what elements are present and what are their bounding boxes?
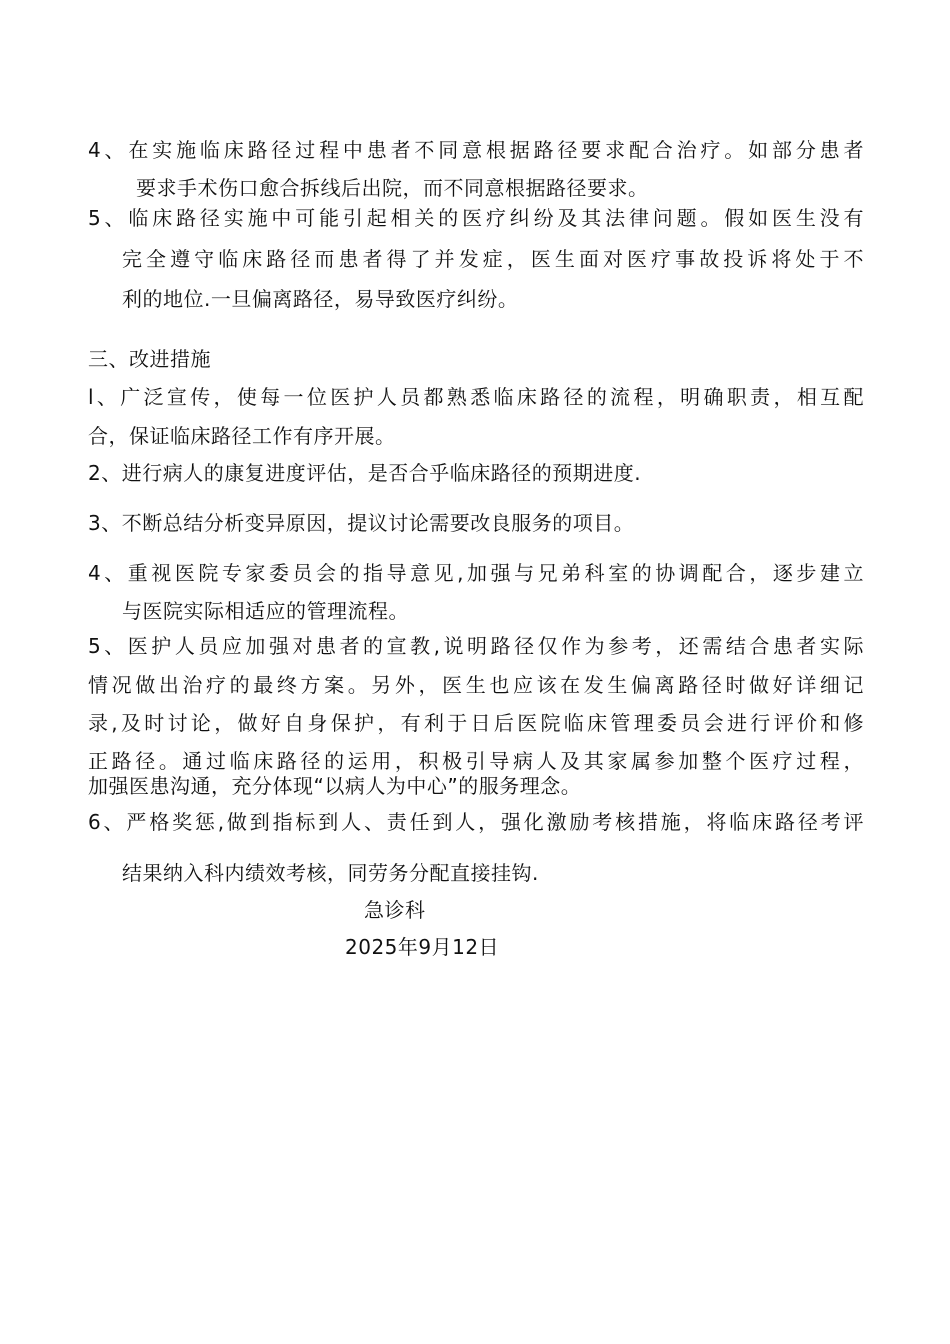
problem-5-line-3: 利的地位.一旦偏离路径，易导致医疗纠纷。 [122, 287, 519, 311]
section-heading: 三、改进措施 [88, 347, 211, 371]
problem-5-line-1: 5、临床路径实施中可能引起相关的医疗纠纷及其法律问题。假如医生没有 [88, 206, 864, 230]
problem-4-line-2: 要求手术伤口愈合拆线后出院，而不同意根据路径要求。 [136, 176, 649, 200]
problem-4-line-1: 4、在实施临床路径过程中患者不同意根据路径要求配合治疗。如部分患者 [88, 138, 864, 162]
signature-date: 2025年9月12日 [345, 935, 500, 959]
improvement-5-line-3: 录,及时讨论，做好自身保护，有利于日后医院临床管理委员会进行评价和修 [88, 711, 864, 735]
improvement-2-line-1: 2、进行病人的康复进度评估，是否合乎临床路径的预期进度. [88, 461, 642, 485]
improvement-5-line-4: 正路径。通过临床路径的运用，积极引导病人及其家属参加整个医疗过程， [88, 749, 864, 773]
improvement-1-line-2: 合，保证临床路径工作有序开展。 [88, 424, 396, 448]
improvement-5-line-2: 情况做出治疗的最终方案。另外，医生也应该在发生偏离路径时做好详细记 [88, 673, 864, 697]
improvement-5-line-1: 5、医护人员应加强对患者的宣教,说明路径仅作为参考，还需结合患者实际 [88, 634, 864, 658]
improvement-4-line-2: 与医院实际相适应的管理流程。 [122, 599, 409, 623]
problem-5-line-2: 完全遵守临床路径而患者得了并发症，医生面对医疗事故投诉将处于不 [122, 247, 864, 271]
improvement-6-line-2: 结果纳入科内绩效考核，同劳务分配直接挂钩. [122, 861, 539, 885]
improvement-3-line-1: 3、不断总结分析变异原因，提议讨论需要改良服务的项目。 [88, 511, 635, 535]
improvement-5-line-5: 加强医患沟通，充分体现“以病人为中心”的服务理念。 [88, 774, 582, 798]
improvement-1-line-1: l、广泛宣传，使每一位医护人员都熟悉临床路径的流程，明确职责，相互配 [88, 385, 864, 409]
improvement-4-line-1: 4、重视医院专家委员会的指导意见,加强与兄弟科室的协调配合，逐步建立 [88, 561, 864, 585]
signature-department: 急诊科 [364, 898, 426, 922]
improvement-6-line-1: 6、严格奖惩,做到指标到人、责任到人，强化激励考核措施，将临床路径考评 [88, 810, 864, 834]
